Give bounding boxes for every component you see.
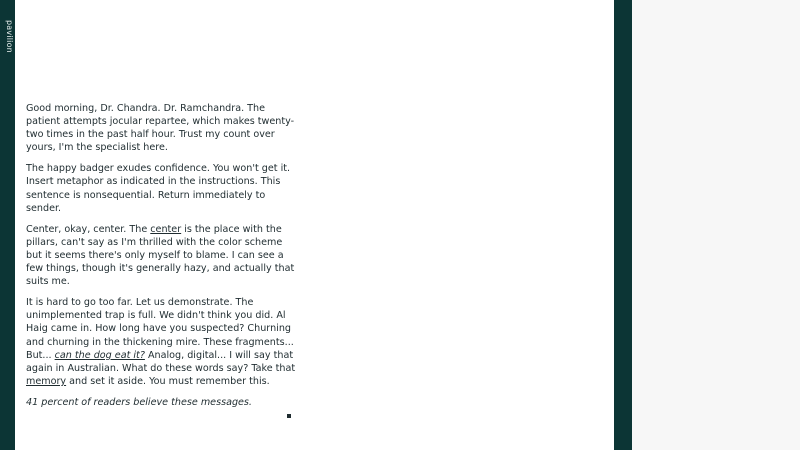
- paragraph-4-text-b: Analog, digital... I will say that again in Australian. What do these words say? Take that: [26, 349, 296, 374]
- paragraph-3-text-a: Center, okay, center. The: [26, 223, 151, 235]
- paragraph-2: The happy badger exudes confidence. You won't get it. Insert metaphor as indicated in the instructions. This sentence is nonsequential. Return immediately to sender.: [26, 163, 291, 214]
- paragraph-3-text-b: is the place with the pillars, can't say as I'm thrilled with the color scheme but it seems there's only myself to blame. I can see a few things, though it's generally hazy, and actually that suits me.: [26, 223, 295, 288]
- main-text-column: [26, 102, 296, 417]
- center-link[interactable]: center: [150, 223, 182, 235]
- pavilion-label[interactable]: pavilion: [5, 20, 14, 53]
- tagline: 41 percent of readers believe these messages.: [26, 396, 252, 408]
- right-empty-panel: [632, 0, 800, 450]
- rail-label-container: [1, 20, 15, 70]
- paragraph-1: Good morning, Dr. Chandra. Dr. Ramchandra. The patient attempts jocular repartee, which makes twenty-two times in the past half hour. Trust my count over yours, I'm the specialist here.: [26, 103, 295, 154]
- right-divider-rail: [614, 0, 632, 450]
- paragraph-4: [26, 296, 296, 388]
- cursor-marker: [287, 414, 291, 418]
- memory-link[interactable]: memory: [26, 375, 67, 387]
- dog-link[interactable]: can the dog eat it?: [54, 349, 145, 361]
- left-sidebar-rail: [0, 0, 15, 450]
- paragraph-4-text-a: It is hard to go too far. Let us demonstrate. The unimplemented trap is full. We didn't think you did. Al Haig came in. How long have you suspected? Churning and churning in the thickening mire. These fragments... But...: [26, 297, 294, 361]
- paragraph-3: [26, 223, 296, 288]
- paragraph-4-text-c: and set it aside. You must remember this.: [66, 375, 270, 387]
